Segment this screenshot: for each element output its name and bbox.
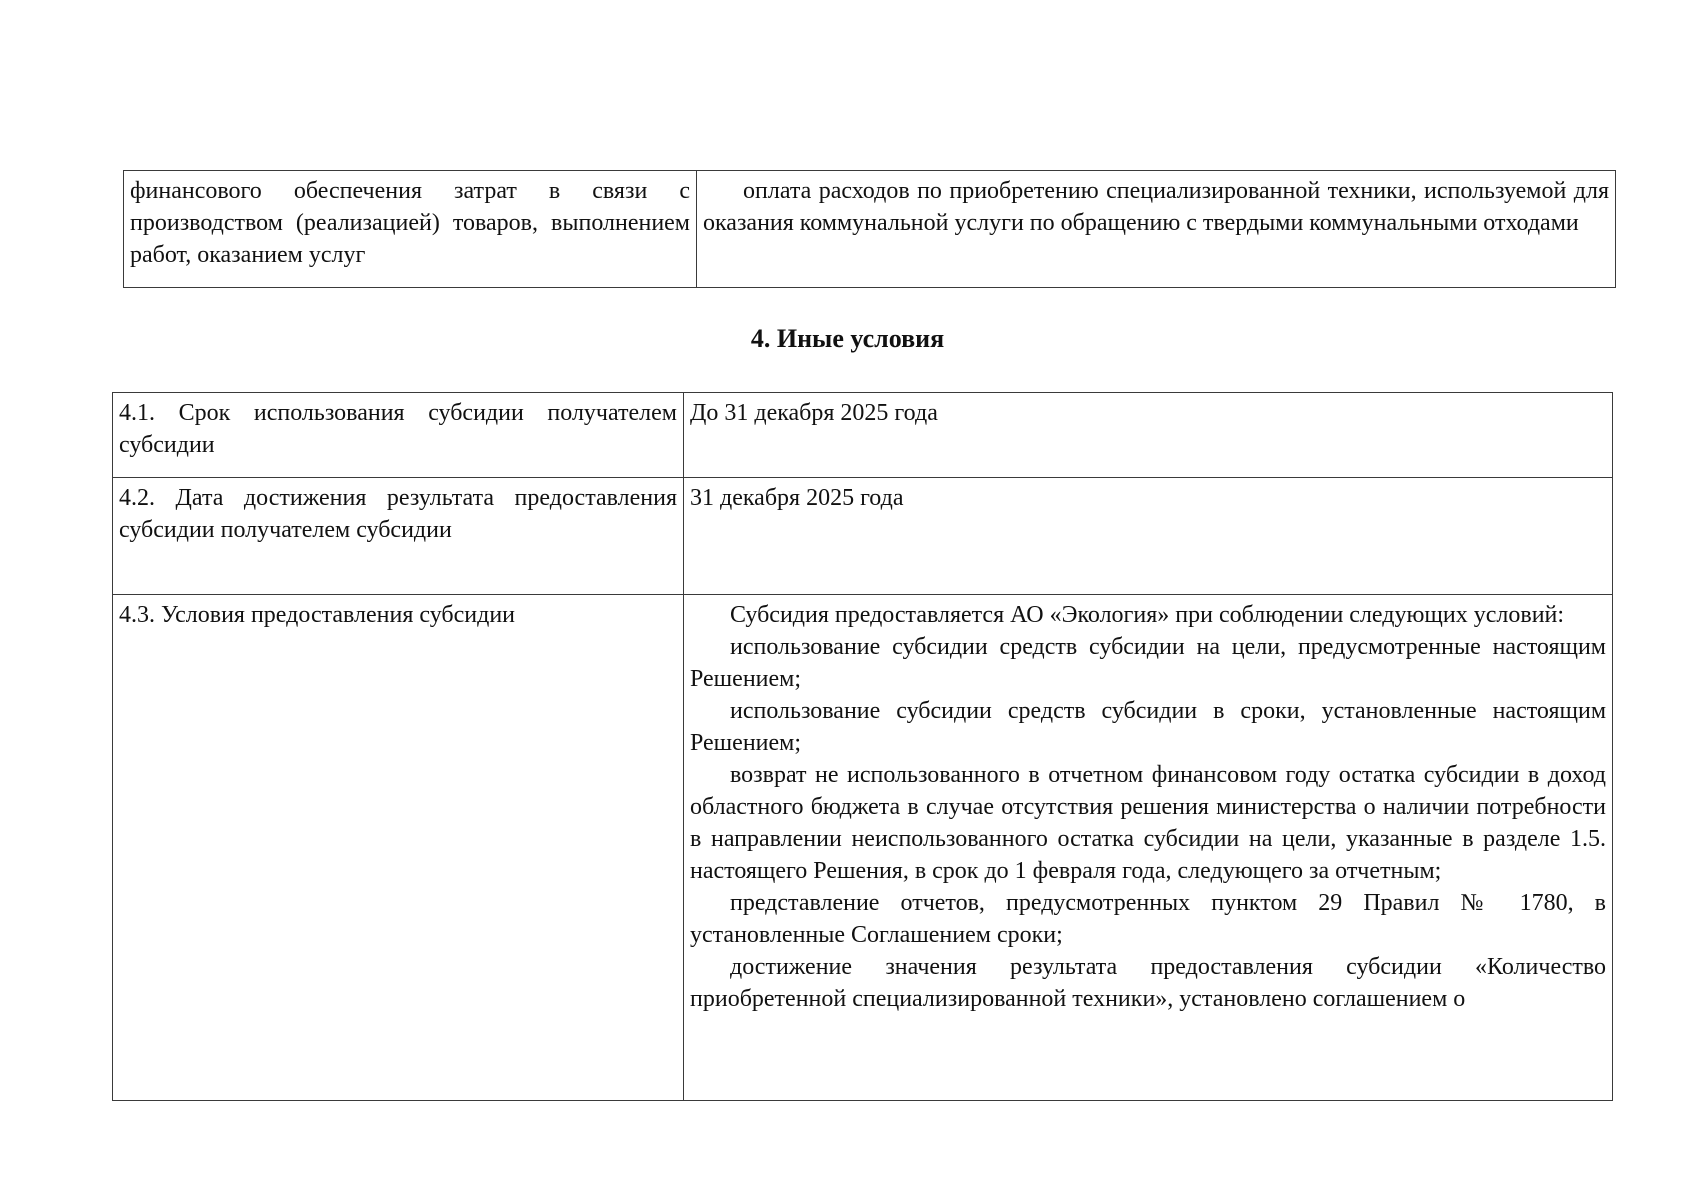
- top-table-left-cell: финансового обеспечения затрат в связи с производством (реализацией) товаров, выполнением работ, оказанием услуг: [124, 171, 697, 288]
- condition-4-3-label: 4.3. Условия предоставления субсидии: [113, 595, 684, 1101]
- top-table-right-cell: [697, 171, 1616, 288]
- condition-paragraph: возврат не использованного в отчетном финансовом году остатка субсидии в доход областного бюджета в случае отсутствия решения министерства о наличии потребности в направлении неиспользованного остатка субсидии на цели, указанные в разделе 1.5. настоящего Решения, в срок до 1 февраля года, следующего за отчетным;: [690, 762, 1606, 884]
- condition-4-1-label: 4.1. Срок использования субсидии получателем субсидии: [113, 393, 684, 478]
- table-row: [113, 478, 1613, 595]
- section-title: 4. Иные условия: [750, 324, 945, 353]
- condition-paragraph: достижение значения результата предоставления субсидии «Количество приобретенной специализированной техники», установлено соглашением о: [690, 954, 1606, 1012]
- condition-4-2-value: 31 декабря 2025 года: [684, 478, 1613, 595]
- table-row: [113, 595, 1613, 1101]
- condition-4-3-value: [684, 595, 1613, 1101]
- condition-paragraph: Субсидия предоставляется АО «Экология» при соблюдении следующих условий:: [730, 602, 1565, 628]
- condition-paragraph: использование субсидии средств субсидии в сроки, установленные настоящим Решением;: [690, 698, 1606, 756]
- top-table-right-text: оплата расходов по приобретению специализированной техники, используемой для оказания коммунальной услуги по обращению с твердыми коммунальными отходами: [703, 178, 1609, 236]
- conditions-table: [112, 392, 1613, 1101]
- condition-4-2-label: 4.2. Дата достижения результата предоставления субсидии получателем субсидии: [113, 478, 684, 595]
- table-row: [113, 393, 1613, 478]
- condition-paragraph: использование субсидии средств субсидии на цели, предусмотренные настоящим Решением;: [690, 634, 1606, 692]
- table-row: [124, 171, 1616, 288]
- condition-paragraph: представление отчетов, предусмотренных пунктом 29 Правил № 1780, в установленные Соглашением сроки;: [690, 890, 1606, 948]
- top-table: [123, 170, 1616, 288]
- condition-4-1-value: До 31 декабря 2025 года: [684, 393, 1613, 478]
